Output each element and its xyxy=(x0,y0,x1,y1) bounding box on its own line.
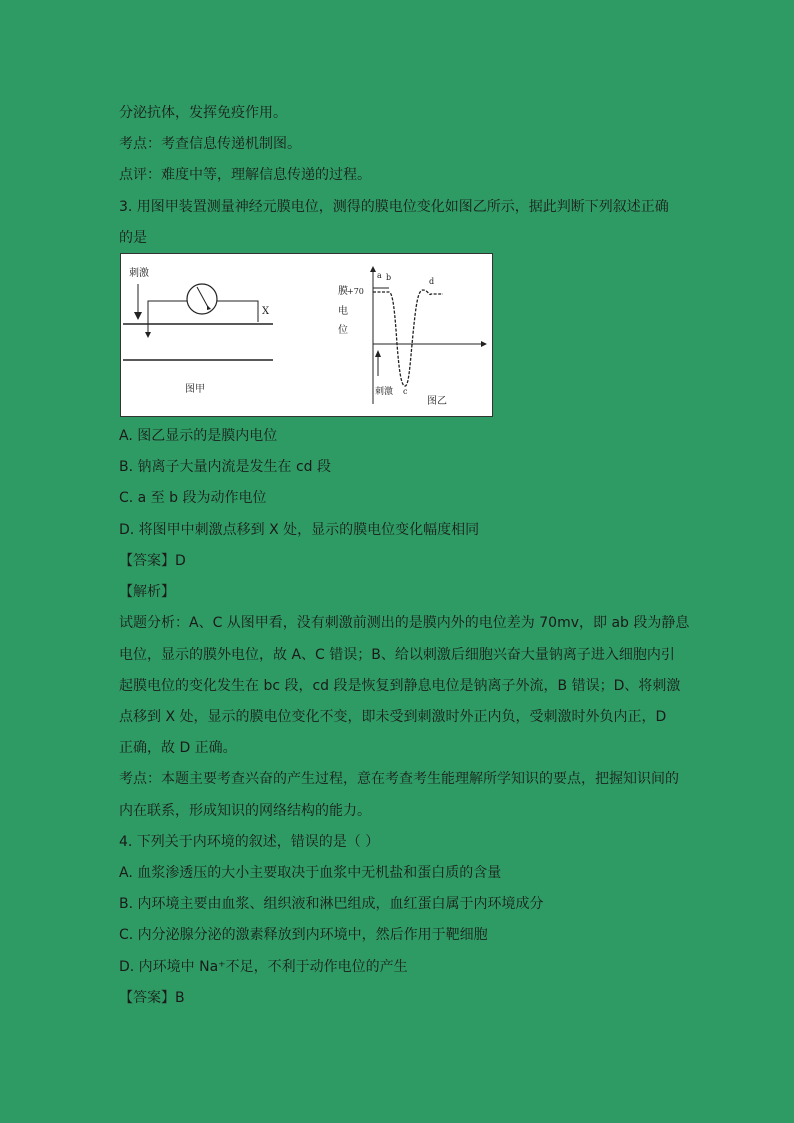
yi-caption: 图乙 xyxy=(427,396,447,407)
option-a: A. 图乙显示的是膜内电位 xyxy=(119,428,278,444)
y-label-char: 电 xyxy=(338,306,348,317)
option-c: C. 内分泌腺分泌的激素释放到内环境中，然后作用于靶细胞 xyxy=(119,927,488,943)
analysis-text: 电位，显示的膜外电位，故 A、C 错误；B、给以刺激后细胞兴奋大量钠离子进入细胞内引 xyxy=(119,647,675,663)
knowledge-point: 考点：本题主要考查兴奋的产生过程，意在考查考生能理解所学知识的要点，把握知识间的 xyxy=(119,771,679,787)
jia-stimulus-label: 刺激 xyxy=(129,268,149,279)
option-b: B. 内环境主要由血浆、组织液和淋巴组成，血红蛋白属于内环境成分 xyxy=(119,896,544,912)
y-label-char: 位 xyxy=(338,325,348,336)
figure-yi xyxy=(338,266,487,407)
stimulus-arrowhead xyxy=(134,312,142,320)
point-b-label: b xyxy=(386,273,392,282)
option-a: A. 血浆渗透压的大小主要取决于血浆中无机盐和蛋白质的含量 xyxy=(119,865,502,881)
membrane-potential-figure xyxy=(120,253,493,417)
answer-label: 【答案】D xyxy=(119,553,186,569)
figure-jia xyxy=(123,266,273,395)
membrane-potential-curve xyxy=(373,290,443,386)
voltmeter-icon xyxy=(187,284,217,314)
analysis-label: 【解析】 xyxy=(119,584,175,600)
option-d: D. 内环境中 Na⁺不足，不利于动作电位的产生 xyxy=(119,959,408,975)
yi-stimulus-label: 刺激 xyxy=(375,387,394,397)
analysis-text: 起膜电位的变化发生在 bc 段，cd 段是恢复到静息电位是钠离子外流，B 错误；D、将刺激 xyxy=(119,678,681,694)
question-3-stem: 3. 用图甲装置测量神经元膜电位，测得的膜电位变化如图乙所示，据此判断下列叙述正确 xyxy=(119,199,669,215)
option-d: D. 将图甲中刺激点移到 X 处，显示的膜电位变化幅度相同 xyxy=(119,522,480,538)
y-label-char: 膜 xyxy=(338,286,348,297)
jia-caption: 图甲 xyxy=(185,384,205,395)
analysis-text: 试题分析：A、C 从图甲看，没有刺激前测出的是膜内外的电位差为 70mv，即 ab 段为静息 xyxy=(119,615,690,631)
electrode-wire-left xyxy=(148,301,187,334)
question-3-stem-cont: 的是 xyxy=(119,230,147,246)
x-point-label: X xyxy=(262,306,270,317)
answer-label: 【答案】B xyxy=(119,990,185,1006)
option-c: C. a 至 b 段为动作电位 xyxy=(119,490,267,506)
option-b: B. 钠离子大量内流是发生在 cd 段 xyxy=(119,459,331,475)
electrode-wire-right xyxy=(217,301,258,322)
text-line: 考点：考查信息传递机制图。 xyxy=(119,136,301,152)
point-a-label: a xyxy=(377,271,382,280)
point-c-label: c xyxy=(403,387,408,396)
analysis-text: 正确，故 D 正确。 xyxy=(119,740,237,756)
text-line: 点评：难度中等，理解信息传递的过程。 xyxy=(119,167,371,183)
plus70-label: +70 xyxy=(347,287,364,296)
text-line: 分泌抗体，发挥免疫作用。 xyxy=(119,105,287,121)
question-4-stem: 4. 下列关于内环境的叙述，错误的是（ ） xyxy=(119,834,380,850)
point-d-label: d xyxy=(429,277,435,286)
knowledge-point: 内在联系，形成知识的网络结构的能力。 xyxy=(119,803,371,819)
analysis-text: 点移到 X 处，显示的膜电位变化不变，即未受到刺激时外正内负，受刺激时外负内正，D xyxy=(119,709,667,725)
